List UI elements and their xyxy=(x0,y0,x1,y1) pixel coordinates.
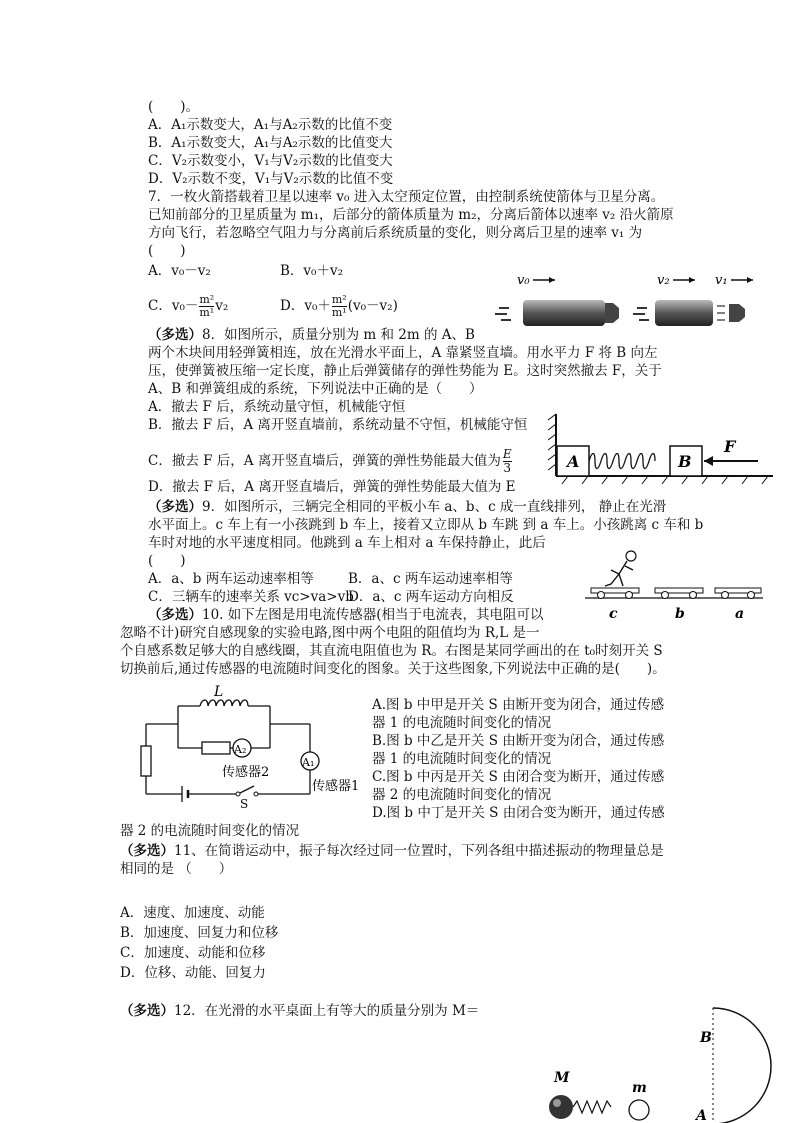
point-b-label: B xyxy=(700,1030,712,1046)
resistor-left xyxy=(141,746,151,776)
force-f-label: F xyxy=(724,437,736,456)
q10-option-a-1: A.图 b 中甲是开关 S 由断开变为闭合，通过传感 xyxy=(372,697,665,713)
q8-line-3: 压，使弹簧被压缩一定长度，静止后弹簧储存的弹性势能为 E。这时突然撤去 F，关于 xyxy=(148,363,662,379)
q9-line-4: ( ) xyxy=(148,553,186,569)
q10-line-4: 切换前后,通过传感器的电流随时间变化的图象。关于这些图象,下列说法中正确的是( )。 xyxy=(120,661,666,677)
q9-line-1: （多选）9．如图所示，三辆完全相同的平板小车 a、b、c 成一直线排列， 静止在光滑 xyxy=(148,499,667,515)
q10-option-b-1: B.图 b 中乙是开关 S 由断开变为闭合，通过传感 xyxy=(372,733,665,749)
q12-line-1: （多选）12．在光滑的水平桌面上有等大的质量分别为 M＝ xyxy=(120,1003,480,1019)
satellite xyxy=(729,304,745,322)
mass-small-m-label: m xyxy=(632,1080,647,1096)
q6-option-c: C．V₂示数变小，V₁与V₂示数的比值变大 xyxy=(148,153,393,169)
mass-big-m-label: M xyxy=(554,1070,570,1086)
semicircle-track-figure xyxy=(520,1000,780,1123)
q9-option-c: C．三辆车的速率关系 vc>va>vb xyxy=(148,589,354,605)
cart-b xyxy=(655,588,703,599)
q9-option-d: D．a、c 两车运动方向相反 xyxy=(348,589,514,605)
inductor-circuit-figure xyxy=(128,682,368,812)
q10-option-c-2: 器 2 的电流随时间变化的情况 xyxy=(372,787,552,803)
spring-12 xyxy=(573,1101,611,1113)
rocket-separation-figure xyxy=(495,270,765,340)
svg-text:A₁: A₁ xyxy=(302,756,315,769)
q6-bracket: ( )。 xyxy=(148,99,200,115)
q11-option-d: D．位移、动能、回复力 xyxy=(120,965,266,981)
q8-line-4: A、B 和弹簧组成的系统，下列说法中正确的是（ ） xyxy=(148,381,483,397)
sensor-2-label: 传感器2 xyxy=(222,765,270,780)
svg-text:b: b xyxy=(675,606,685,622)
resistor-r xyxy=(202,742,230,754)
ball-big-m xyxy=(549,1095,573,1119)
q8-line-1: （多选）8．如图所示，质量分别为 m 和 2m 的 A、B xyxy=(148,327,475,343)
q10-option-b-2: 器 1 的电流随时间变化的情况 xyxy=(372,751,552,767)
v0-label: v₀ xyxy=(517,273,530,288)
q8-option-a: A．撤去 F 后，系统动量守恒，机械能守恒 xyxy=(148,399,406,415)
svg-text:A₂: A₂ xyxy=(234,743,247,756)
q11-option-a: A．速度、加速度、动能 xyxy=(120,905,265,921)
q7-line-3: 方向飞行，若忽略空气阻力与分离前后系统质量的变化，则分离后卫星的速率 v₁ 为 xyxy=(148,225,643,241)
q6-option-a: A．A₁示数变大，A₁与A₂示数的比值不变 xyxy=(148,117,393,133)
svg-text:A: A xyxy=(567,452,580,471)
rocket-whole xyxy=(523,300,605,326)
svg-text:a: a xyxy=(735,606,745,622)
cart-c xyxy=(591,588,639,599)
cart-a xyxy=(715,588,761,599)
sensor-1-label: 传感器1 xyxy=(312,779,360,794)
q7-option-d: D．v₀＋ $\frac{\text{m²}}{\text{m¹}}$ (v₀－v₂) xyxy=(280,293,398,319)
three-carts-figure xyxy=(585,548,765,626)
v2-label: v₂ xyxy=(657,273,670,288)
q11-line-1: （多选）11、在简谐运动中，振子每次经过同一位置时，下列各组中描述振动的物理量总是 xyxy=(120,843,664,859)
semicircle-track xyxy=(713,1008,771,1123)
q10-option-c-1: C.图 b 中丙是开关 S 由闭合变为断开，通过传感 xyxy=(372,769,665,785)
q9-line-3: 车时对地的水平速度相同。他跳到 a 车上相对 a 车保持静止，此后 xyxy=(148,535,546,551)
q8-option-c: C．撤去 F 后，A 离开竖直墙后，弹簧的弹性势能最大值为 $\frac{E}{3}$ xyxy=(148,447,512,475)
rocket-body xyxy=(655,300,713,326)
switch-s xyxy=(240,786,254,793)
q7-line-4: ( ) xyxy=(148,243,186,259)
q8-option-d: D．撤去 F 后，A 离开竖直墙后，弹簧的弹性势能最大值为 E xyxy=(148,479,516,495)
q10-line-3: 个自感系数足够大的自感线圈，其直流电阻值也为 R。右图是某同学画出的在 t₀时刻开关 S xyxy=(120,643,663,659)
svg-text:c: c xyxy=(609,606,618,622)
q7-option-a: A．v₀－v₂ xyxy=(148,263,211,279)
q7-option-c: C．v₀－ $\frac{\text{m²}}{\text{m¹}}$ v₂ xyxy=(148,293,229,319)
spring xyxy=(589,454,655,469)
q8-option-b: B．撤去 F 后，A 离开竖直墙前，系统动量不守恒，机械能守恒 xyxy=(148,417,528,433)
q7-line-1: 7．一枚火箭搭载着卫星以速率 v₀ 进入太空预定位置，由控制系统使箭体与卫星分离。 xyxy=(148,189,665,205)
q11-line-2: 相同的是 （ ） xyxy=(120,861,233,877)
q10-option-d-1: D.图 b 中丁是开关 S 由闭合变为断开，通过传感 xyxy=(372,805,665,821)
q7-line-2: 已知前部分的卫星质量为 m₁，后部分的箭体质量为 m₂，分离后箭体以速率 v₂ 沿火箭原 xyxy=(148,207,674,223)
svg-text:B: B xyxy=(678,452,692,471)
q11-option-b: B．加速度、回复力和位移 xyxy=(120,925,279,941)
inductor-coil xyxy=(200,700,248,706)
q10-option-d-2: 器 2 的电流随时间变化的情况 xyxy=(120,823,300,839)
q10-line-2: 忽略不计)研究自感现象的实验电路,图中两个电阻的阻值均为 R,L 是一 xyxy=(120,625,540,641)
q9-option-a: A．a、b 两车运动速率相等 xyxy=(148,571,314,587)
q11-option-c: C．加速度、动能和位移 xyxy=(120,945,266,961)
q9-line-2: 水平面上。c 车上有一小孩跳到 b 车上，接着又立即从 b 车跳 到 a 车上。小孩跳离 c 车和 b xyxy=(148,517,704,533)
point-a-label: A xyxy=(696,1108,707,1123)
svg-text:S: S xyxy=(240,797,249,811)
q10-line-1: （多选）10. 如下左图是用电流传感器(相当于电流表，其电阻可以 xyxy=(148,607,544,623)
inductor-label: L xyxy=(214,684,224,700)
q6-option-b: B．A₁示数变大，A₁与A₂示数的比值变大 xyxy=(148,135,393,151)
spring-blocks-figure xyxy=(548,410,778,488)
q8-line-2: 两个木块间用轻弹簧相连，放在光滑水平面上，A 靠紧竖直墙。用水平力 F 将 B 向左 xyxy=(148,345,658,361)
q6-option-d: D．V₂示数不变，V₁与V₂示数的比值不变 xyxy=(148,171,394,187)
q10-option-a-2: 器 1 的电流随时间变化的情况 xyxy=(372,715,552,731)
child xyxy=(626,551,636,561)
q7-option-b: B．v₀＋v₂ xyxy=(280,263,343,279)
v1-label: v₁ xyxy=(715,273,728,288)
ball-small-m xyxy=(629,1100,649,1120)
q9-option-b: B．a、c 两车运动速率相等 xyxy=(348,571,513,587)
